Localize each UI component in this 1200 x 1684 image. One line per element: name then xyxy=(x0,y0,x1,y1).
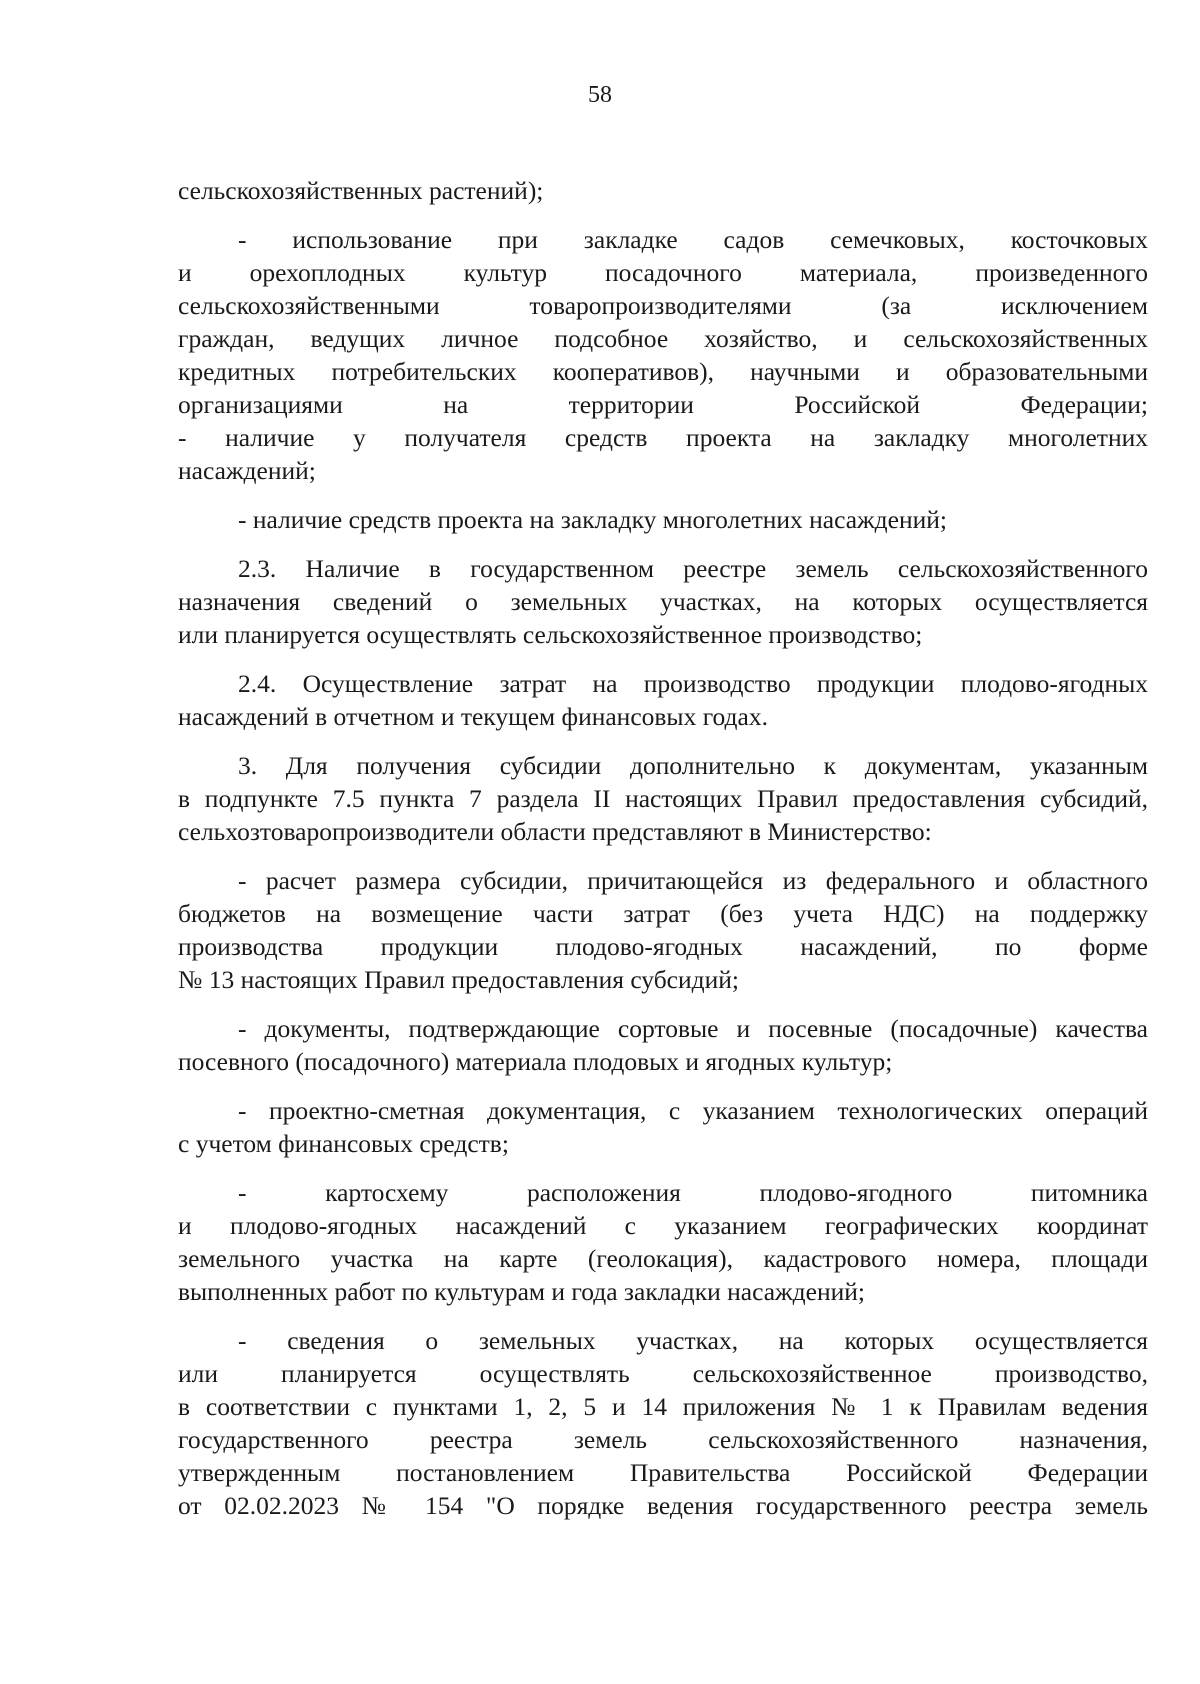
paragraph-line: сельхозтоваропроизводители области представляют в Министерство: xyxy=(178,817,932,846)
paragraph-line: и плодово-ягодных насаждений с указанием географических координат xyxy=(178,1211,1148,1240)
paragraph-line: в соответствии с пунктами 1, 2, 5 и 14 приложения № 1 к Правилам ведения xyxy=(178,1392,1148,1421)
paragraph-line: - сведения о земельных участках, на которых осуществляется xyxy=(238,1326,1148,1355)
paragraph-line: выполненных работ по культурам и года закладки насаждений; xyxy=(178,1277,865,1306)
paragraph-line: - расчет размера субсидии, причитающейся из федерального и областного xyxy=(238,866,1148,895)
paragraph-line: насаждений в отчетном и текущем финансовых годах. xyxy=(178,702,768,731)
paragraph-line: - проектно-сметная документация, с указанием технологических операций xyxy=(238,1096,1148,1125)
paragraph-line: 2.4. Осуществление затрат на производство продукции плодово-ягодных xyxy=(238,669,1148,698)
paragraph-line: кредитных потребительских кооперативов), научными и образовательными xyxy=(178,357,1148,386)
paragraph-line: - использование при закладке садов семечковых, косточковых xyxy=(238,225,1148,254)
paragraph-line: сельскохозяйственных растений); xyxy=(178,176,544,205)
paragraph-line: или планируется осуществлять сельскохозяйственное производство, xyxy=(178,1359,1148,1388)
paragraph-line: назначения сведений о земельных участках, на которых осуществляется xyxy=(178,587,1148,616)
paragraph-line: - наличие средств проекта на закладку многолетних насаждений; xyxy=(238,505,947,534)
paragraph-line: - наличие у получателя средств проекта на закладку многолетних xyxy=(178,423,1148,452)
paragraph-line: 2.3. Наличие в государственном реестре земель сельскохозяйственного xyxy=(238,554,1148,583)
page-number: 58 xyxy=(588,82,612,108)
paragraph-line: производства продукции плодово-ягодных насаждений, по форме xyxy=(178,932,1148,961)
paragraph-line: или планируется осуществлять сельскохозяйственное производство; xyxy=(178,620,923,649)
paragraph-line: сельскохозяйственными товаропроизводителями (за исключением xyxy=(178,291,1148,320)
paragraph-line: 3. Для получения субсидии дополнительно к документам, указанным xyxy=(238,751,1148,780)
paragraph-line: - документы, подтверждающие сортовые и посевные (посадочные) качества xyxy=(238,1014,1148,1043)
paragraph-line: - картосхему расположения плодово-ягодного питомника xyxy=(238,1178,1148,1207)
paragraph-line: утвержденным постановлением Правительства Российской Федерации xyxy=(178,1458,1148,1487)
paragraph-line: от 02.02.2023 № 154 "О порядке ведения государственного реестра земель xyxy=(178,1491,1148,1520)
paragraph-line: бюджетов на возмещение части затрат (без учета НДС) на поддержку xyxy=(178,899,1148,928)
paragraph-line: в подпункте 7.5 пункта 7 раздела II настоящих Правил предоставления субсидий, xyxy=(178,784,1148,813)
paragraph-line: государственного реестра земель сельскохозяйственного назначения, xyxy=(178,1425,1148,1454)
paragraph-line: посевного (посадочного) материала плодовых и ягодных культур; xyxy=(178,1047,893,1076)
document-body xyxy=(178,174,1148,1522)
paragraph-line: и орехоплодных культур посадочного материала, произведенного xyxy=(178,258,1148,287)
paragraph-line: № 13 настоящих Правил предоставления субсидий; xyxy=(178,965,739,994)
paragraph-line: организациями на территории Российской Федерации; xyxy=(178,390,1148,419)
paragraph-line: земельного участка на карте (геолокация), кадастрового номера, площади xyxy=(178,1244,1148,1273)
paragraph-line: граждан, ведущих личное подсобное хозяйство, и сельскохозяйственных xyxy=(178,324,1148,353)
paragraph-line: насаждений; xyxy=(178,456,316,485)
paragraph-line: с учетом финансовых средств; xyxy=(178,1129,509,1158)
